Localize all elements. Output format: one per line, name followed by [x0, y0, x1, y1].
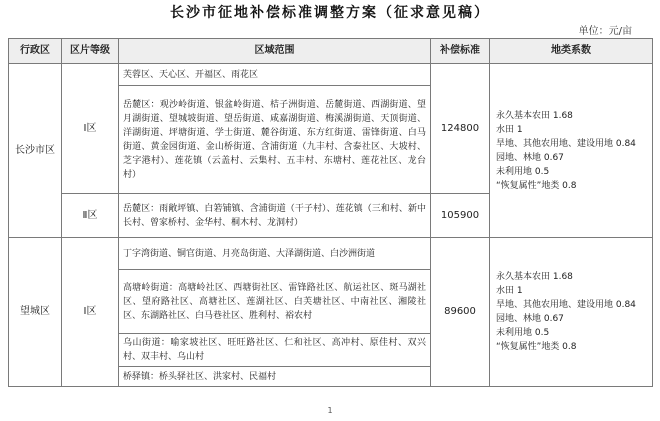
coef-line: 未利用地 0.5	[496, 328, 550, 338]
district-cell-changsha: 长沙市区	[9, 64, 62, 238]
unit-label: 单位：元/亩	[578, 26, 632, 37]
standard-cell-changsha-z1: 124800	[431, 64, 490, 194]
compensation-table	[8, 38, 653, 387]
area-cell: 乌山街道：喻家坡社区、旺旺路社区、仁和社区、高冲村、原佳村、双兴村、双丰村、乌山村	[119, 334, 431, 367]
header-standard: 补偿标准	[431, 39, 490, 64]
table-row	[9, 64, 653, 86]
header-coef: 地类系数	[490, 39, 653, 64]
coef-line: 水田 1	[496, 124, 523, 135]
standard-cell-wangcheng-z1: 89600	[431, 238, 490, 387]
level-cell-changsha-z2: Ⅱ区	[62, 194, 119, 238]
coef-line: 永久基本农田 1.68	[496, 110, 573, 121]
table-row	[9, 238, 653, 270]
table-header-row	[9, 39, 653, 64]
area-cell: 高塘岭街道：高塘岭社区、西塘街社区、雷锋路社区、航运社区、斑马湖社区、望府路社区、高塘社区、莲湖社区、白芙塘社区、中南社区、湘陵社区、东湖路社区、白马巷社区、胜利村、裕农村	[119, 270, 431, 334]
coef-line: 旱地、其他农用地、建设用地 0.84	[496, 300, 636, 310]
coef-line: “恢复属性”地类 0.8	[496, 342, 577, 352]
header-area: 区域范围	[119, 39, 431, 64]
coef-line: 园地、林地 0.67	[496, 314, 564, 324]
district-cell-wangcheng: 望城区	[9, 238, 62, 387]
header-level: 区片等级	[62, 39, 119, 64]
coef-cell-wangcheng	[490, 238, 653, 387]
level-cell-changsha-z1: Ⅰ区	[62, 64, 119, 194]
coef-line: 未利用地 0.5	[496, 166, 550, 177]
document-title: 长沙市征地补偿标准调整方案（征求意见稿）	[170, 5, 490, 21]
coef-line: 永久基本农田 1.68	[496, 272, 573, 282]
area-cell: 丁字湾街道、铜官街道、月亮岛街道、大泽湖街道、白沙洲街道	[119, 238, 431, 270]
coef-line: 旱地、其他农用地、建设用地 0.84	[496, 138, 636, 149]
coef-cell-changsha	[490, 64, 653, 238]
level-cell-wangcheng-z1: Ⅰ区	[62, 238, 119, 387]
coef-line: 水田 1	[496, 286, 523, 296]
area-cell: 岳麓区：观沙岭街道、银盆岭街道、桔子洲街道、岳麓街道、西湖街道、望月湖街道、望城坡街道、望岳街道、咸嘉湖街道、梅溪湖街道、天顶街道、洋湖街道、坪塘街道、学士街道、麓谷街道、东方红街道、雷锋街道、白马街道、黄金园街道、金山桥街道、含浦街道（九丰村、含泰社区、大坡村、芝字港村）、莲花镇（云盖村、云集村、五丰村、东塘村、莲花社区、龙台村）	[119, 86, 431, 194]
standard-cell-changsha-z2: 105900	[431, 194, 490, 238]
page-number: 1	[327, 406, 333, 415]
area-cell: 芙蓉区、天心区、开福区、雨花区	[119, 64, 431, 86]
coef-line: 园地、林地 0.67	[496, 152, 564, 163]
header-district: 行政区	[9, 39, 62, 64]
coef-line: “恢复属性”地类 0.8	[496, 180, 577, 191]
area-cell: 岳麓区：雨敞坪镇、白箬铺镇、含浦街道（干子村）、莲花镇（三和村、新中长村、曾家桥村、金华村、桐木村、龙洞村）	[119, 194, 431, 238]
area-cell: 桥驿镇：桥头驿社区、洪家村、民福村	[119, 367, 431, 387]
